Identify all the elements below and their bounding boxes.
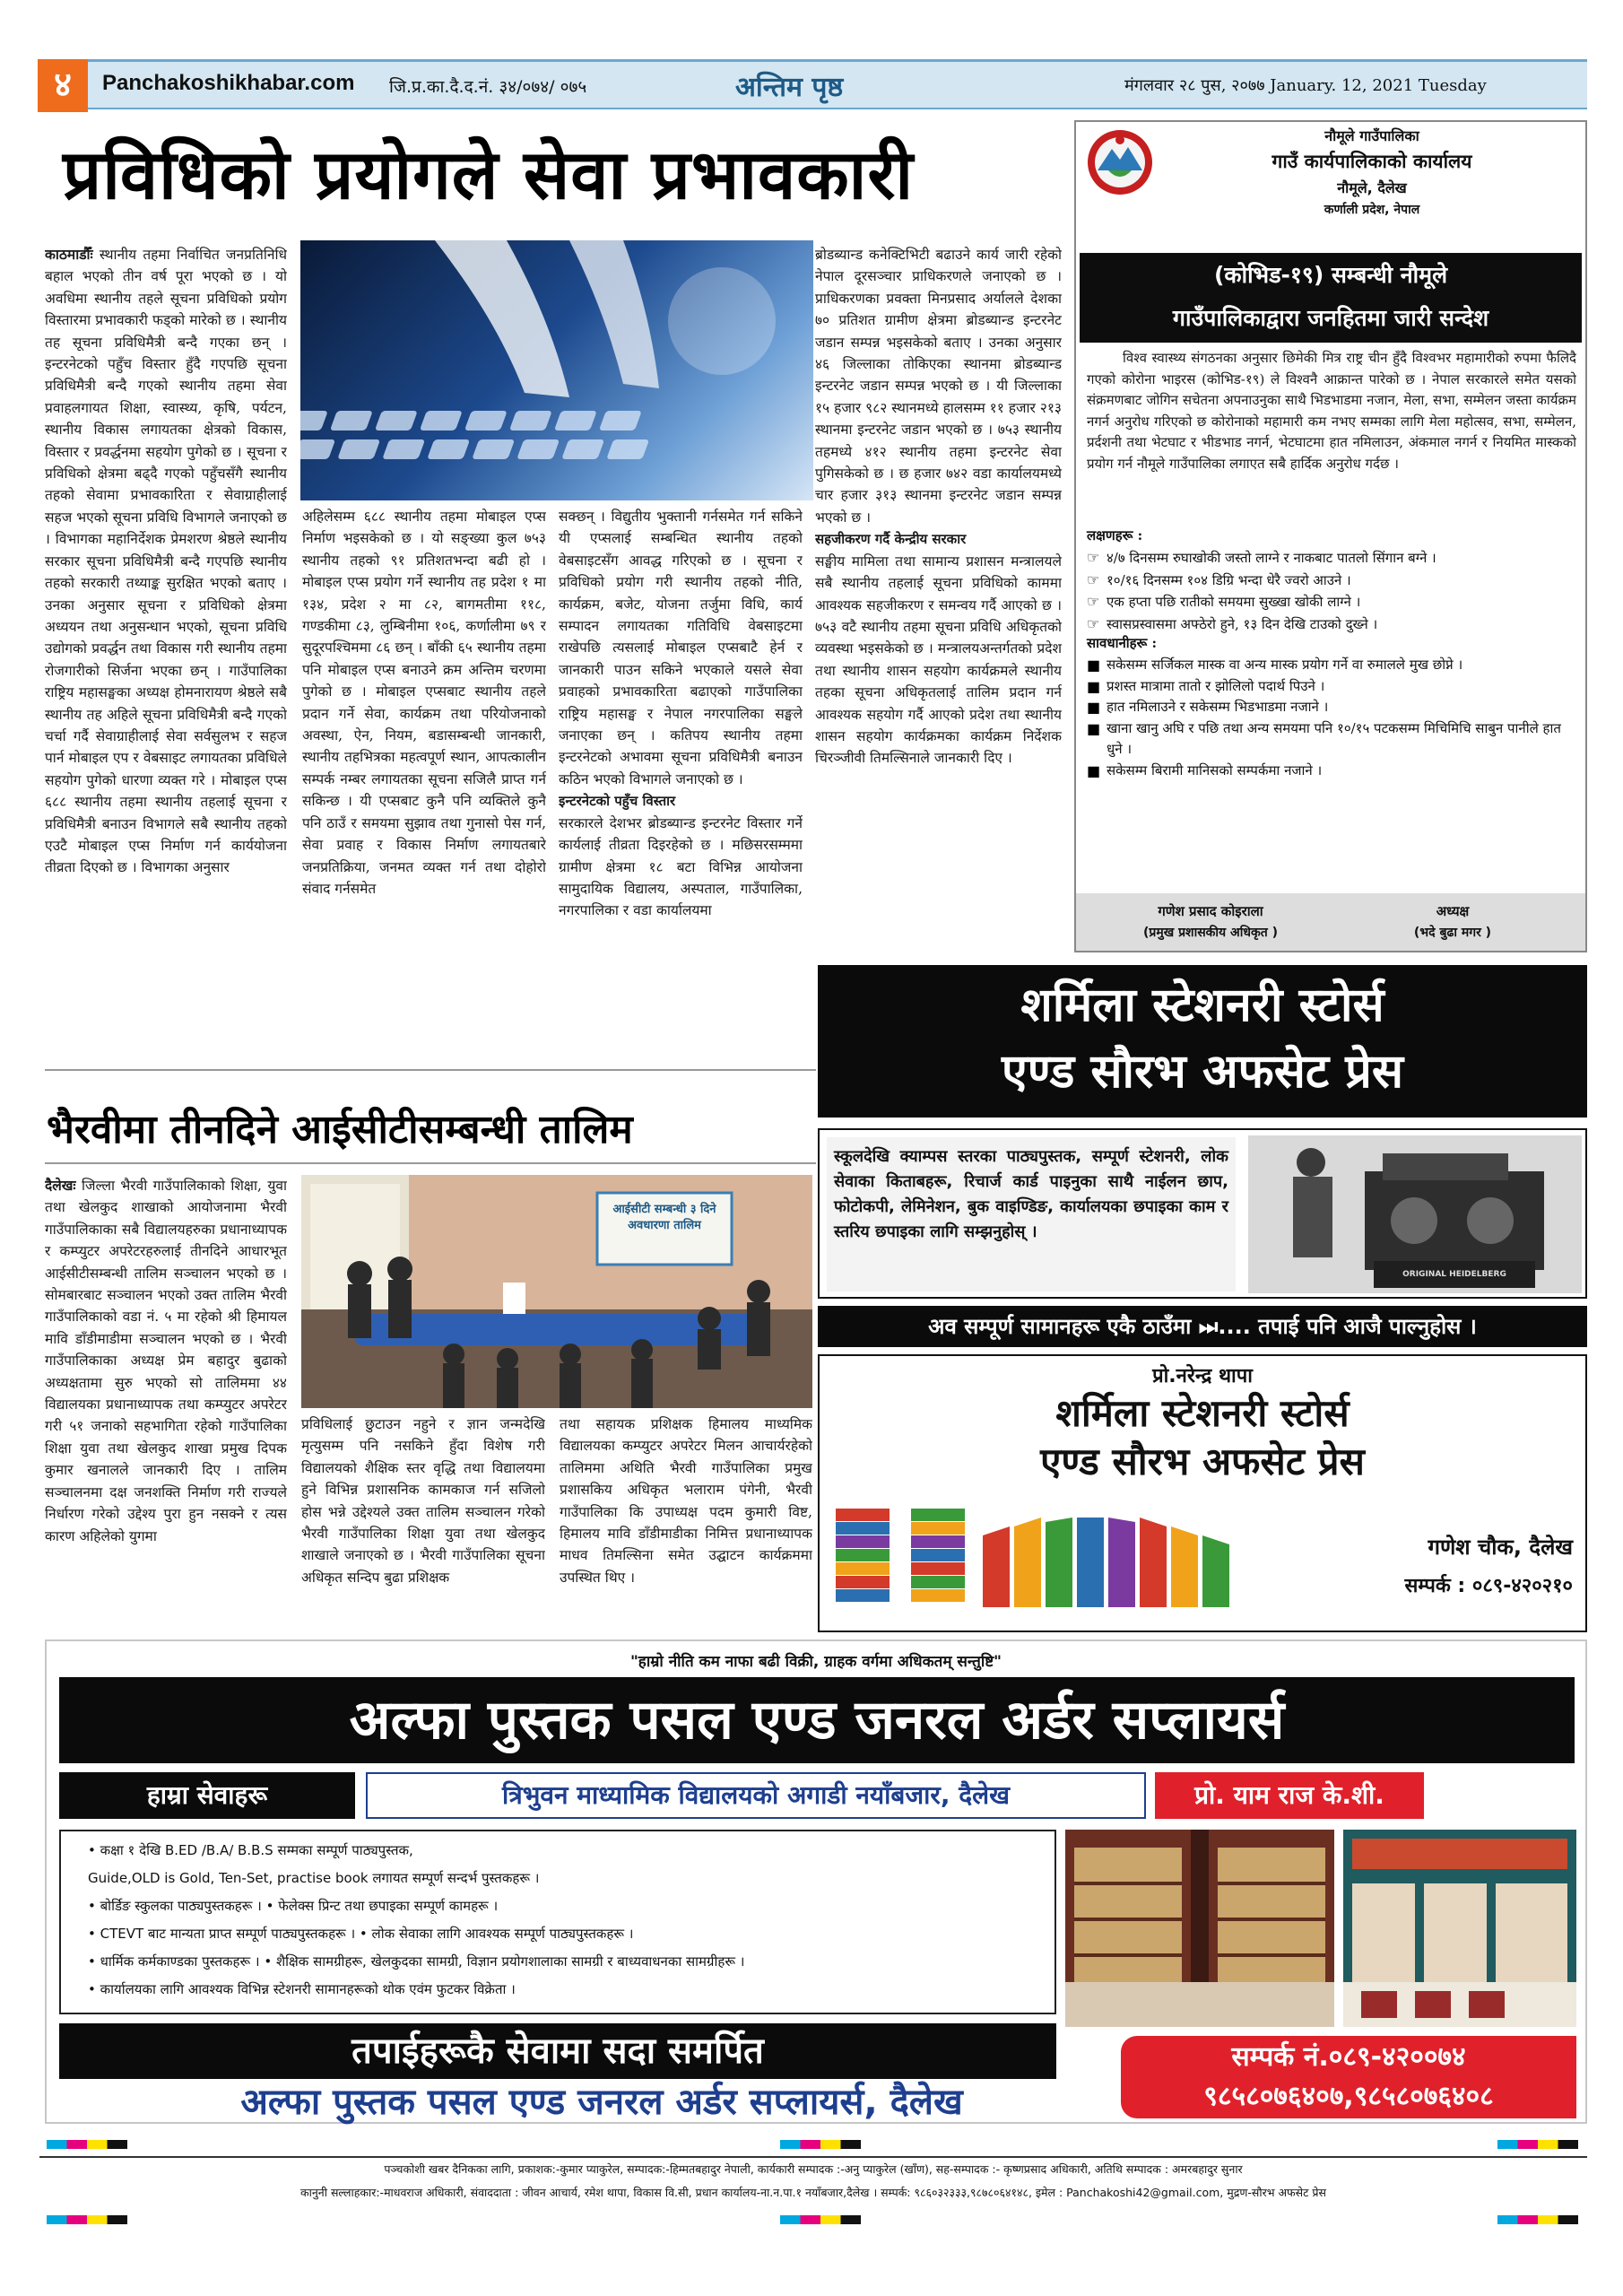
contact-label: सम्पर्क : <box>1404 1575 1466 1597</box>
registration-marks <box>36 2215 1587 2228</box>
colophon-line-1: पञ्चकोशी खबर दैनिकका लागि, प्रकाशक:-कुमार प्याकुरेल, सम्पादक:-हिम्मतबहादुर नेपाली, कार्यकारी सम्पादक :-अनु प्याकुरेल (खाँण), सह-सम्पादक :- कृष्णप्रसाद अधिकारी, अतिथि सम्पादक : अमरबहादुर सुनार <box>384 2162 1243 2176</box>
alpha-ad-title: अल्फा पुस्तक पसल एण्ड जनरल अर्डर सप्लायर्स <box>59 1677 1575 1763</box>
office-place: नौमूले, दैलेख <box>1337 179 1407 196</box>
symptoms-label: लक्षणहरू : <box>1087 527 1143 544</box>
services-list <box>59 1830 1056 2014</box>
sharmila-ad-header <box>818 965 1587 1118</box>
color-bar <box>47 2215 127 2224</box>
covid-notice <box>1074 120 1587 952</box>
color-bar <box>1497 2140 1578 2149</box>
signature-strip <box>1076 893 1585 951</box>
symptom-item: ☞ १०/१६ दिनसम्म १०४ डिग्रि भन्दा धेरै ज्वरो आउने । <box>1087 570 1576 592</box>
service-item: • कार्यालयका लागि आवश्यक विभिन्न स्टेशनरी सामानहरूको थोक एवंम फुटकर विक्रेता । <box>88 1981 516 1997</box>
signatory-1-title: (प्रमुख प्रशासकीय अधिकृत ) <box>1143 926 1278 940</box>
article-column-3 <box>559 506 803 1062</box>
precautions-list <box>1087 655 1576 781</box>
subheading: इन्टरनेटको पहुँच विस्तार <box>559 793 676 810</box>
precautions-label: सावधानीहरू : <box>1087 635 1158 651</box>
service-item: • धार्मिक कर्मकाण्डका पुस्तकहरू । • शैक्षिक सामग्रीहरू, खेलकुदका सामग्री, विज्ञान प्रयोगशालाका सामग्री र बाध्यवाधनका सामग्रीहरू । <box>88 1953 745 1970</box>
shop-photo-2 <box>1343 1830 1576 2027</box>
ad-description: स्कूलदेखि क्याम्पस स्तरका पाठ्यपुस्तक, सम्पूर्ण स्टेशनरी, लोक सेवाका किताबहरू, रिचार्ज कार्ड पाइनुका साथै नाईलन छाप, फोटोकपी, लेमिनेशन, बुक वाइण्डिङ, कार्यालयका छपाइका काम र स्तरिय छपाइका लागि सम्झनुहोस् । <box>827 1137 1236 1292</box>
precaution-item: ■ सकेसम्म सर्जिकल मास्क वा अन्य मास्क प्रयोग गर्ने वा रुमालले मुख छोप्ने । <box>1087 655 1576 676</box>
service-item: Guide,OLD is Gold, Ten-Set, practise book लगायत सम्पूर्ण सन्दर्भ पुस्तकहरू । <box>88 1870 540 1886</box>
page-number: ४ <box>38 59 88 112</box>
book-stack-icon <box>836 1509 890 1602</box>
ad-location: त्रिभुवन माध्यामिक विद्यालयको अगाडी नयाँबजार, दैलेख <box>366 1772 1146 1819</box>
sharmila-ad-body <box>818 1128 1587 1299</box>
pointing-hand-icon: ☞ <box>1087 614 1100 632</box>
footer-business-name: अल्फा पुस्तक पसल एण्ड जनरल अर्डर सप्लायर्स, दैलेख <box>240 2082 963 2123</box>
column-text: सक्छन् । विद्युतीय भुक्तानी गर्नसमेत गर्न सकिने यी एप्सलाई सम्बन्धित स्थानीय तहको वेबसाइटसँग आवद्ध गरिएको छ । सूचना र प्रविधिको प्रयोग गरी स्थानीय तहको नीति, कार्यक्रम, बजेट, योजना तर्जुमा विधि, कार्य सम्पादन लगायतका गतिविधि वेबसाइटमा राखेपछि त्यसलाई मोबाइल एप्सबाटै हेर्न र जानकारी पाउन सकिने भएकाले यसले सेवा प्रवाहको प्रभावकारिता बढाएको गाउँपालिका राष्ट्रिय महासङ्घ र नेपाल नगरपालिका सङ्घले जनाएका छन् । कतिपय स्थानीय तहमा इन्टरनेटको अभावमा सूचना प्रविधिमैत्री बनाउन कठिन भएको विभागले जनाएको छ । <box>559 509 803 787</box>
pointing-hand-icon: ☞ <box>1087 593 1100 610</box>
service-item: • CTEVT बाट मान्यता प्राप्त सम्पूर्ण पाठ्यपुस्तकहरू । • लोक सेवाका लागि आवश्यक सम्पूर्ण पाठ्यपुस्तकहरू । <box>88 1926 634 1942</box>
notice-intro: विश्व स्वास्थ्य संगठनका अनुसार छिमेकी मित्र राष्ट्र चीन हुँदै विश्वभर महामारीको रुपमा फैलिदै गएको कोरोना भाइरस (कोभिड-१९) ले विश्वनै आक्रान्त पारेको छ । नेपाल सरकारले समेत यसको संक्रमणबाट जोगिन सचेतना अपनाउनुका साथै भिडभाडमा नजान, मेला, सभा, सम्मेलन जस्ता कार्यक्रम नगर्न अनुरोध गरिएको छ कोरोनाको महामारी कम नभए सम्मका लागि मेला महोत्सव, सभा, सम्मेलन, प्रर्दशनी तथा भेटघाट र भीडभाड नगर्न, भेटघाटमा हात नमिलाउन, अंकमाल नगर्न र नियमित मास्कको प्रयोग गर्न नौमूले गाउँपालिका लगाएत सबै हार्दिक अनुरोध गर्दछ । <box>1087 350 1576 472</box>
article-column-1 <box>45 244 287 1060</box>
ad-title-1: शर्मिला स्टेशनरी स्टोर्स <box>1020 978 1384 1032</box>
section-title: अन्तिम पृष्ठ <box>735 72 844 103</box>
issue-date: मंगलवार २८ पुस, २०७७ January. 12, 2021 Tuesday <box>1124 76 1487 95</box>
printing-press-photo <box>1248 1135 1582 1293</box>
symptom-item: ☞ एक हप्ता पछि रातीको समयमा सुख्खा खोकी लाग्ने । <box>1087 591 1576 613</box>
masthead-bar <box>38 59 1587 109</box>
ad-title-2: एण्ड सौरभ अफसेट प्रेस <box>1002 1045 1403 1099</box>
contact-number[interactable]: ०८९-४२०२१० <box>1471 1575 1573 1597</box>
ad-tagline: अव सम्पूर्ण सामानहरू एकै ठाउँमा ⏭.... तपाई पनि आजै पाल्नुहोस । <box>818 1306 1587 1347</box>
shop-photo-1 <box>1065 1830 1334 2027</box>
keyboard-illustration <box>300 240 813 500</box>
ad-contact-line <box>1304 1571 1573 1598</box>
ad-address: गणेश चौक, दैलेख <box>1428 1535 1573 1560</box>
signatory-2-name: (भदे बुढा मगर ) <box>1413 926 1492 940</box>
notice-title-2: गाउँपालिकाद्वारा जनहितमा जारी सन्देश <box>1080 298 1582 343</box>
training-scene <box>301 1175 812 1408</box>
ad-name-1: शर्मिला स्टेशनरी स्टोर्स <box>1055 1391 1350 1435</box>
ad-slogan: "हाम्रो नीति कम नाफा बढी विक्री, ग्राहक वर्गमा अधिकतम् सन्तुष्टि" <box>629 1653 1002 1671</box>
books-illustration <box>830 1491 1297 1625</box>
symptom-item: ☞ स्वासप्रस्वासमा अफ्ठेरो हुने, १३ दिन देखि टाउको दुख्ने । <box>1087 613 1576 636</box>
article2-column-2 <box>301 1413 545 1629</box>
square-bullet-icon: ■ <box>1087 719 1101 737</box>
subheading: सहजीकरण गर्दै केन्द्रीय सरकार <box>815 531 967 548</box>
colophon-line-2: कानुनी सल्लाहकार:-माधवराज अधिकारी, संवाददाता : जीवन आचार्य, रमेश थापा, विकास वि.सी, प्रधान कार्यालय-ना.न.पा.१ नयाँबजार,दैलेख । सम्पर्क: ९८६०३२३३३,९८७८०६४१४८, इमेल : Panchakoshi42@gmail.com, मुद्रण-सौरभ अफसेट प्रेस <box>300 2186 1326 2199</box>
article2-column-1 <box>45 1175 287 1623</box>
dateline: काठमाडौँः <box>45 246 93 263</box>
square-bullet-icon: ■ <box>1087 657 1101 674</box>
precaution-item: ■ सकेसम्म बिरामी मानिसको सम्पर्कमा नजाने । <box>1087 761 1576 782</box>
precaution-item: ■ हात नमिलाउने र सकेसम्म भिडभाडमा नजाने । <box>1087 697 1576 718</box>
registration-marks <box>36 2140 1587 2152</box>
site-name[interactable]: Panchakoshikhabar.com <box>102 71 355 95</box>
divider <box>39 2156 1587 2158</box>
column-text: तथा सहायक प्रशिक्षक हिमालय माध्यमिक विद्यालयका कम्प्युटर अपरेटर मिलन आचार्यरहेको तालिममा अथिति भैरवी गाउँपालिका प्रमुख प्रशासकिय अधिकृत भलाराम पंगेनी, भैरवी गाउँपालिका कि उपाध्यक्ष पदम कुमारी विष्ट, हिमालय मावि डाँडीमाडीका निमित्त प्रधानाध्यापक माधव तिमल्सिना समेत उद्घाटन कार्यक्रममा उपस्थित थिए । <box>560 1416 812 1586</box>
color-bar <box>780 2140 861 2149</box>
square-bullet-icon: ■ <box>1087 699 1101 716</box>
article-headline: प्रविधिको प्रयोगले सेवा प्रभावकारी <box>63 135 915 214</box>
footer-slogan: तपाईहरूकै सेवामा सदा समर्पित <box>59 2023 1056 2079</box>
ad-proprietor: प्रो. याम राज के.शी. <box>1155 1772 1424 1819</box>
precaution-item: ■ प्रशस्त मात्रामा तातो र झोलिलो पदार्थ पिउने । <box>1087 676 1576 698</box>
training-photo <box>301 1175 812 1408</box>
square-bullet-icon: ■ <box>1087 677 1101 695</box>
column-text: प्रविधिलाई छुटाउन नहुने र ज्ञान जन्मदेखि मृत्युसम्म पनि नसकिने हुँदा विशेष गरी विद्यालयको शैक्षिक स्तर वृद्धि तथा विद्यालयमा हुने विभिन्न प्रशासनिक कामकाज गर्न सजिलो होस भन्ने उद्देश्यले उक्त तालिम सञ्चालन गरेको भैरवी गाउँपालिका शिक्षा युवा तथा खेलकुद शाखाले जनाएको छ । भैरवी गाउँपालिका सूचना अधिकृत सन्दिप बुढा प्रशिक्षक <box>301 1416 545 1586</box>
article2-column-3 <box>560 1413 812 1629</box>
alpha-ad <box>45 1639 1587 2124</box>
contact-landline[interactable]: सम्पर्क नं.०८९-४२००७४ <box>1231 2041 1466 2073</box>
services-label: हाम्रा सेवाहरू <box>59 1772 355 1819</box>
ad-name-2: एण्ड सौरभ अफसेट प्रेस <box>1040 1439 1365 1483</box>
service-item: • कक्षा १ देखि B.ED /B.A/ B.B.S सम्मका सम्पूर्ण पाठ्यपुस्तक, <box>88 1842 413 1858</box>
divider <box>45 1069 816 1071</box>
signatory-2-role: अध्यक्ष <box>1436 903 1470 919</box>
article-column-2 <box>302 506 546 1062</box>
province-name: कर्णाली प्रदेश, नेपाल <box>1324 203 1420 217</box>
column-text: सरकारले देशभर ब्रोडब्यान्ड इन्टरनेट विस्तार गर्ने कार्यलाई तीव्रता दिइरहेको छ । मछिसरसम्ममा ग्रामीण क्षेत्रमा १८ बटा विभिन्न आयोजना सामुदायिक विद्यालय, अस्पताल, गाउँपालिका, नगरपालिका र वडा कार्यालयमा <box>559 814 803 919</box>
precaution-item: ■ खाना खानु अघि र पछि तथा अन्य समयमा पनि १०/१५ पटकसम्म मिचिमिचि साबुन पानीले हात धुने । <box>1087 718 1576 761</box>
sharmila-ad-footer <box>818 1354 1587 1632</box>
article2-headline: भैरवीमा तीनदिने आईसीटीसम्बन्धी तालिम <box>47 1107 633 1152</box>
dateline: दैलेखः <box>45 1177 76 1194</box>
color-bar <box>1497 2215 1578 2224</box>
signatory-1-name: गणेश प्रसाद कोइराला <box>1158 903 1263 919</box>
column-text: अहिलेसम्म ६८८ स्थानीय तहमा मोबाइल एप्स निर्माण भइसकेको छ । यो सङ्ख्या कुल ७५३ स्थानीय तहको ९१ प्रतिशतभन्दा बढी हो । मोबाइल एप्स प्रयोग गर्ने स्थानीय तह प्रदेश १ मा १३४, प्रदेश २ मा ८२, बागमतीमा ११८, गण्डकीमा ८३, लुम्बिनीमा १०६, कर्णालीमा ७९ र सुदूरपश्चिममा ८६ छन् । बाँकी ६५ स्थानीय तहमा पनि मोबाइल एप्स बनाउने क्रम अन्तिम चरणमा पुगेको छ । मोबाइल एप्सबाट स्थानीय तहले प्रदान गर्ने सेवा, कार्यक्रम तथा परियोजनाको अवस्था, ऐन, नियम, बडासम्बन्धी जानकारी, स्थानीय तहभित्रका महत्वपूर्ण स्थान, आपत्कालीन सम्पर्क नम्बर लगायतका सूचना सजिलै प्राप्त गर्न सकिन्छ । यी एप्सबाट कुनै पनि व्यक्तिले कुनै पनि ठाउँ र समयमा सुझाव तथा गुनासो पेस गर्न, सेवा प्रवाह र विकास निर्माण लगायतबारे जनप्रतिक्रिया, जनमत व्यक्त गर्न तथा दोहोरो संवाद गर्नसमेत <box>302 509 546 897</box>
column-text: स्थानीय तहमा निर्वाचित जनप्रतिनिधि बहाल भएको तीन वर्ष पूरा भएको छ । यो अवधिमा स्थानीय तहले सूचना प्रविधिको प्रयोग विस्तारमा प्रभावकारी फड्को मारेको छ । स्थानीय तह सूचना प्रविधिमैत्री बन्दै गएका छन् । इन्टरनेटको पहुँच विस्तार हुँदै गएपछि सूचना प्रविधिमैत्री बन्दै गएको स्थानीय तहमा सेवा प्रवाहलगायत शिक्षा, स्वास्थ्य, कृषि, पर्यटन, स्थानीय विकास लगायतका क्षेत्रको विकास, विस्तार र प्रवर्द्धनमा सहयोग पुगेको छ । सूचना र प्रविधिको क्षेत्रमा बढ्दै गएको पहुँचसँगै स्थानीय तहको सेवामा प्रभावकारिता र सेवाग्राहीलाई सहज भएको सूचना प्रविधि विभागले जनाएको छ । विभागका महानिर्देशक प्रेमशरण श्रेष्ठले स्थानीय सरकार सूचना प्रविधिमैत्री बन्दै गएपछि स्थानीय तहको सरकारी तथ्याङ्क सुरक्षित भएको बताए । उनका अनुसार सूचना र प्रविधिको क्षेत्रमा अध्ययन तथा अनुसन्धान भएको, सूचना प्रविधि उद्योगको प्रवर्द्धन तथा विकास गरी स्थानीय तहमा रोजगारीको सिर्जना भएका छन् । गाउँपालिका राष्ट्रिय महासङ्घका अध्यक्ष होमनारायण श्रेष्ठले सबै स्थानीय तह अहिले सूचना प्रविधिमैत्री बन्दै गएको चर्चा गर्दै सेवाग्राहीलाई सेवा सर्वसुलभ र सहज पार्न मोबाइल एप र वेबसाइट लगायतका प्रविधिले सहयोग पुगेको धारणा व्यक्त गरे । मोबाइल एप्स ६८८ स्थानीय तहमा स्थानीय तहलाई सूचना र प्रविधिमैत्री बनाउन विभागले सबै स्थानीय तहको एउटै मोबाइल एप्स निर्माण गर्न कार्ययोजना तीव्रता दिएको छ । विभागका अनुसार <box>45 247 287 876</box>
symptom-item: ☞ ४/७ दिनसम्म रुघाखोकी जस्तो लाग्ने र नाकबाट पातलो सिंगान बग्ने । <box>1087 547 1576 570</box>
municipality-name: नौमूले गाउँपालिका <box>1324 127 1419 144</box>
divider <box>45 1162 816 1164</box>
ad-proprietor: प्रो.नरेन्द्र थापा <box>1152 1365 1253 1387</box>
training-banner-text: आईसीटी सम्बन्धी ३ दिने अवधारणा तालिम <box>612 1203 716 1232</box>
office-name: गाउँ कार्यपालिकाको कार्यालय <box>1271 151 1472 172</box>
press-brand-label: ORIGINAL HEIDELBERG <box>1402 1270 1506 1279</box>
pointing-hand-icon: ☞ <box>1087 549 1100 566</box>
square-bullet-icon: ■ <box>1087 761 1101 779</box>
article-column-4 <box>815 244 1062 957</box>
symptoms-list <box>1087 547 1576 635</box>
notice-title-1: (कोभिड-१९) सम्बन्धी नौमूले <box>1080 253 1582 298</box>
column-text: जिल्ला भैरवी गाउँपालिकाको शिक्षा, युवा तथा खेलकुद शाखाको आयोजनामा भैरवी गाउँपालिकाका सबै विद्यालयहरुका प्रधानाध्यापक र कम्प्युटर अपरेटरहरुलाई तीनदिने आधारभूत आईसीटीसम्बन्धी तालिम सञ्चालन भएको छ । सोमबारबाट सञ्चालन भएको उक्त तालिम भैरवी गाउँपालिकाको वडा नं. ५ मा रहेको श्री हिमायल मावि डाँडीमाडीमा सञ्चालन भएको छ । भैरवी गाउँपालिकाका अध्यक्ष प्रेम बहादुर बुढाको अध्यक्षतामा सुरु भएको सो तालिममा ४४ विद्यालयका प्रधानाध्यापक तथा कम्प्युटर अपरेटर गरी ५१ जनाको सहभागिता रहेको गाउँपालिका शिक्षा युवा तथा खेलकुद शाखा प्रमुख दिपक कुमार खनालले जानकारी दिए । तालिम सञ्चालनमा दक्ष जनशक्ति निर्माण गरी राज्यले निर्धारण गरेको उद्देश्य पुरा हुन नसक्ने र त्यस कारण अहिलेको युगमा <box>45 1178 287 1544</box>
pointing-hand-icon: ☞ <box>1087 570 1100 588</box>
color-bar <box>780 2215 861 2224</box>
contact-mobiles[interactable]: ९८५८०७६४०७,९८५८०७६४०८ <box>1203 2081 1494 2112</box>
column-text: सङ्घीय मामिला तथा सामान्य प्रशासन मन्त्रालयले सबै स्थानीय तहलाई सूचना प्रविधिको काममा आवश्यक सहजीकरण र समन्वय गर्दै आएको छ । ७५३ वटै स्थानीय तहमा सूचना प्रविधि अधिकृतको व्यवस्था भइसकेको छ । मन्त्रालयअन्तर्गतको प्रदेश तथा स्थानीय शासन सहयोग कार्यक्रमले स्थानीय तहका सूचना अधिकृतलाई तालिम प्रदान गर्न आवश्यक सहयोग गर्दै आएको प्रदेश तथा स्थानीय शासन सहयोग कार्यक्रमका कार्यक्रम निर्देशक चिरञ्जीवी तिमल्सिनाले जानकारी दिए । <box>815 552 1062 767</box>
color-bar <box>47 2140 127 2149</box>
registration-number: जि.प्र.का.दै.द.नं. ३४/०७४/ ०७५ <box>389 77 587 97</box>
nepal-emblem-icon <box>1085 127 1155 197</box>
column-text: ब्रोडब्यान्ड कनेक्टिभिटी बढाउने कार्य जारी रहेको नेपाल दूरसञ्चार प्राधिकरणले जनाएको छ । प्राधिकरणका प्रवक्ता मिनप्रसाद अर्यालले देशका ७० प्रतिशत ग्रामीण क्षेत्रमा ब्रोडब्यान्ड इन्टरनेट जडान सम्पन्न भइसकेको बताए । उनका अनुसार ४६ जिल्लाका तोकिएका स्थानमा ब्रोडब्यान्ड इन्टरनेट जडान सम्पन्न भएको छ । यी जिल्लाका १५ हजार ९८२ स्थानमध्ये हालसम्म ११ हजार २१३ स्थानमा इन्टरनेट जडान भएको छ । ७५३ स्थानीय तहमध्ये ४१२ स्थानीय तहमा इन्टरनेट सेवा पुगिसकेको छ । छ हजार ७४२ वडा कार्यालयमध्ये चार हजार ३१३ स्थानमा इन्टरनेट जडान सम्पन्न भएको छ । <box>815 247 1062 526</box>
service-item: • बोर्डिङ स्कुलका पाठ्यपुस्तकहरू । • फेलेक्स प्रिन्ट तथा छपाइका सम्पूर्ण कामहरू । <box>88 1898 499 1914</box>
contact-badge <box>1121 2036 1576 2118</box>
typing-hands-photo <box>300 240 813 500</box>
